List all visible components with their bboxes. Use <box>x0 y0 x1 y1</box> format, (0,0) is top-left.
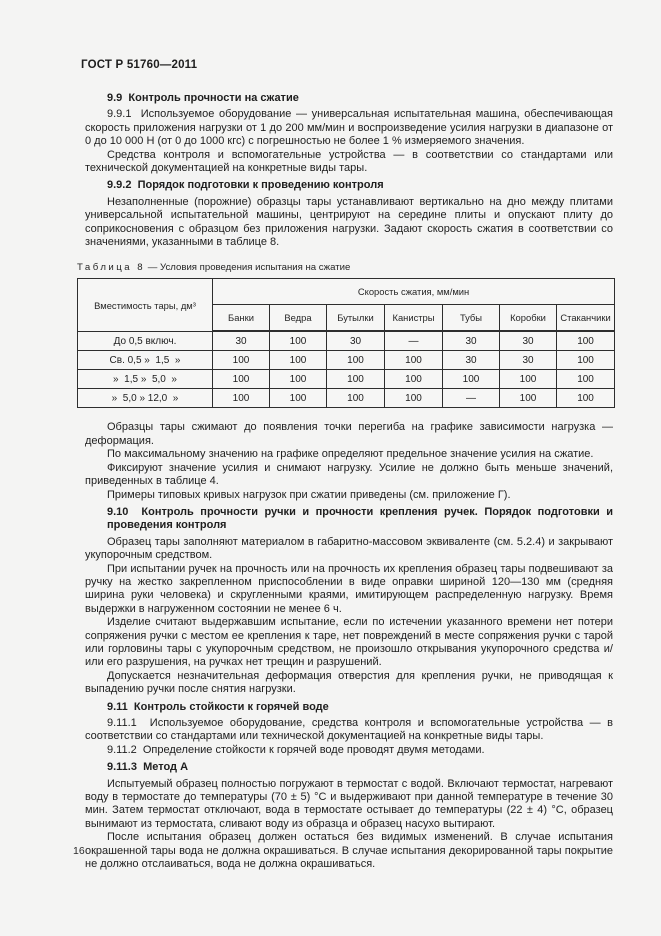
table-cell: 30 <box>443 351 500 370</box>
table-row <box>78 331 615 351</box>
paragraph-method-a: Испытуемый образец полностью погружают в термостат с водой. Включают термостат, нагревают воду в термостате до температуры (70 ± 5) °С и выдерживают при данной температуре в течение 30 мин. Затем термостат отключают, вода в термостате остывает до температуры (22 ± 4) °С, образец вынимают из термостата, сливают воду из образца и образец насухо вытирают. <box>85 777 613 830</box>
column-header-boxes: Коробки <box>500 305 557 332</box>
table-cell: 100 <box>270 351 327 370</box>
table-cell: — <box>385 331 443 351</box>
paragraph-deformation: Допускается незначительная деформация отверстия для крепления ручки, не приводящая к выпадению ручки после снятия нагрузки. <box>85 669 613 696</box>
row-capacity-label: Св. 0,5 » 1,5 » <box>78 351 213 370</box>
table-cell: 30 <box>500 331 557 351</box>
table-8-compression-conditions <box>77 278 615 408</box>
table-cell: 100 <box>557 351 615 370</box>
paragraph-max-value: По максимальному значению на графике определяют предельное значение усилия на сжатие. <box>107 448 594 461</box>
table-cell: 100 <box>500 389 557 408</box>
standard-code-header: ГОСТ Р 51760—2011 <box>81 59 198 71</box>
table-cell: 100 <box>327 370 385 389</box>
table-cell: 100 <box>385 370 443 389</box>
spacer <box>85 408 613 421</box>
column-header-tubes: Тубы <box>443 305 500 332</box>
paragraph-9-11-2: 9.11.2 Определение стойкости к горячей воде проводят двумя методами. <box>107 743 485 756</box>
table-cell: 100 <box>270 389 327 408</box>
table-8-caption-text: — Условия проведения испытания на сжатие <box>147 262 351 274</box>
paragraph-examples: Примеры типовых кривых нагрузок при сжатии приведены (см. приложение Г). <box>107 488 511 501</box>
table-cell: 100 <box>213 389 270 408</box>
table-row <box>78 389 615 408</box>
table-cell: 30 <box>327 331 385 351</box>
row-capacity-label: » 5,0 » 12,0 » <box>78 389 213 408</box>
table-cell: 100 <box>327 351 385 370</box>
table-cell: 100 <box>443 370 500 389</box>
paragraph-after-test: После испытания образец должен остаться без видимых изменений. В случае испытания окрашенной тары вода не должна окрашиваться. В случае испытания декорированной тары покрытие не должно отслаиваться, вода не должна окрашиваться. <box>85 831 613 871</box>
table-cell: 100 <box>270 331 327 351</box>
column-header-speed-span: Скорость сжатия, мм/мин <box>213 279 615 305</box>
table-cell: 100 <box>500 370 557 389</box>
paragraph-9-11-1: 9.11.1 Используемое оборудование, средства контроля и вспомогательные устройства — в соответствии со стандартами или технической документацией на конкретные виды тары. <box>85 717 613 743</box>
paragraph-inflection: Образцы тары сжимают до появления точки перегиба на графике зависимости нагрузка — деформация. <box>85 421 613 447</box>
paragraph-9-9-1: 9.9.1 Используемое оборудование — универсальная испытательная машина, обеспечивающая скорость приложения нагрузки от 1 до 200 мм/мин и воспроизведение усилия нагрузки в диапазоне от 0 до 10 000 Н (от 0 до 1000 кгс) с погрешностью не более 1 % измеряемого значения. <box>85 108 613 148</box>
table-header-row-span <box>78 279 615 305</box>
table-cell: 100 <box>327 389 385 408</box>
column-header-capacity: Вместимость тары, дм³ <box>78 279 213 332</box>
section-heading-9-11: 9.11 Контроль стойкости к горячей воде <box>107 700 329 713</box>
table-cell: 100 <box>557 331 615 351</box>
table-8-caption-label: Таблица 8 <box>77 262 146 274</box>
column-header-canisters: Канистры <box>385 305 443 332</box>
table-cell: 100 <box>557 370 615 389</box>
row-capacity-label: До 0,5 включ. <box>78 331 213 351</box>
table-cell: 100 <box>213 351 270 370</box>
column-header-buckets: Ведра <box>270 305 327 332</box>
paragraph-preparation: Незаполненные (порожние) образцы тары устанавливают вертикально на дно между плитами универсальной испытательной машины, центрируют на середине плиты и опускают плиту до соприкосновения с образцом без приложения нагрузки. Задают скорость сжатия в соответствии со значениями, указанными в таблице 8. <box>85 195 613 249</box>
table-cell: 30 <box>443 331 500 351</box>
table-cell: 100 <box>213 370 270 389</box>
paragraph-pass-criteria: Изделие считают выдержавшим испытание, если по истечении указанного времени нет потери сопряжения ручки с местом ее крепления к таре, нет повреждений в месте сопряжения ручки с тарой или горловины тары с укупорочным средством, не произошло открывания укупорочного средства и/или его разрушения, на ручках нет трещин и разрушений. <box>85 616 613 669</box>
table-cell: 100 <box>557 389 615 408</box>
table-cell: — <box>443 389 500 408</box>
section-heading-9-9-2: 9.9.2 Порядок подготовки к проведению контроля <box>107 179 384 192</box>
table-cell: 100 <box>270 370 327 389</box>
section-heading-9-10: 9.10 Контроль прочности ручки и прочности крепления ручек. Порядок подготовки и проведения контроля <box>107 505 613 532</box>
table-cell: 100 <box>385 389 443 408</box>
section-heading-9-11-3: 9.11.3 Метод А <box>107 761 189 774</box>
column-header-bottles: Бутылки <box>327 305 385 332</box>
table-cell: 30 <box>213 331 270 351</box>
column-header-cans: Банки <box>213 305 270 332</box>
paragraph-handle-test: При испытании ручек на прочность или на прочность их крепления образец тары подвешивают за ручку на жестко закрепленном приспособлении в виде оправки шириной 120—130 мм (средняя ширина руки человека) и скругленными краями, имитирующем распределенную нагрузку. Время выдержки в нагруженном состоянии не менее 6 ч. <box>85 562 613 615</box>
table-row <box>78 370 615 389</box>
paragraph-fill: Образец тары заполняют материалом в габаритно-массовом эквиваленте (см. 5.2.4) и закрывают укупорочным средством. <box>85 535 613 562</box>
paragraph-fix-force: Фиксируют значение усилия и снимают нагрузку. Усилие не должно быть меньше значений, приведенных в таблице 4. <box>85 461 613 488</box>
table-cell: 30 <box>500 351 557 370</box>
section-heading-9-9: 9.9 Контроль прочности на сжатие <box>107 92 299 104</box>
table-row <box>78 351 615 370</box>
row-capacity-label: » 1,5 » 5,0 » <box>78 370 213 389</box>
page-number: 16 <box>73 845 85 857</box>
paragraph-controls: Средства контроля и вспомогательные устройства — в соответствии со стандартами или технической документацией на конкретные виды тары. <box>85 148 613 175</box>
table-cell: 100 <box>385 351 443 370</box>
table-8-caption <box>77 262 613 273</box>
column-header-cups: Стаканчики <box>557 305 615 332</box>
